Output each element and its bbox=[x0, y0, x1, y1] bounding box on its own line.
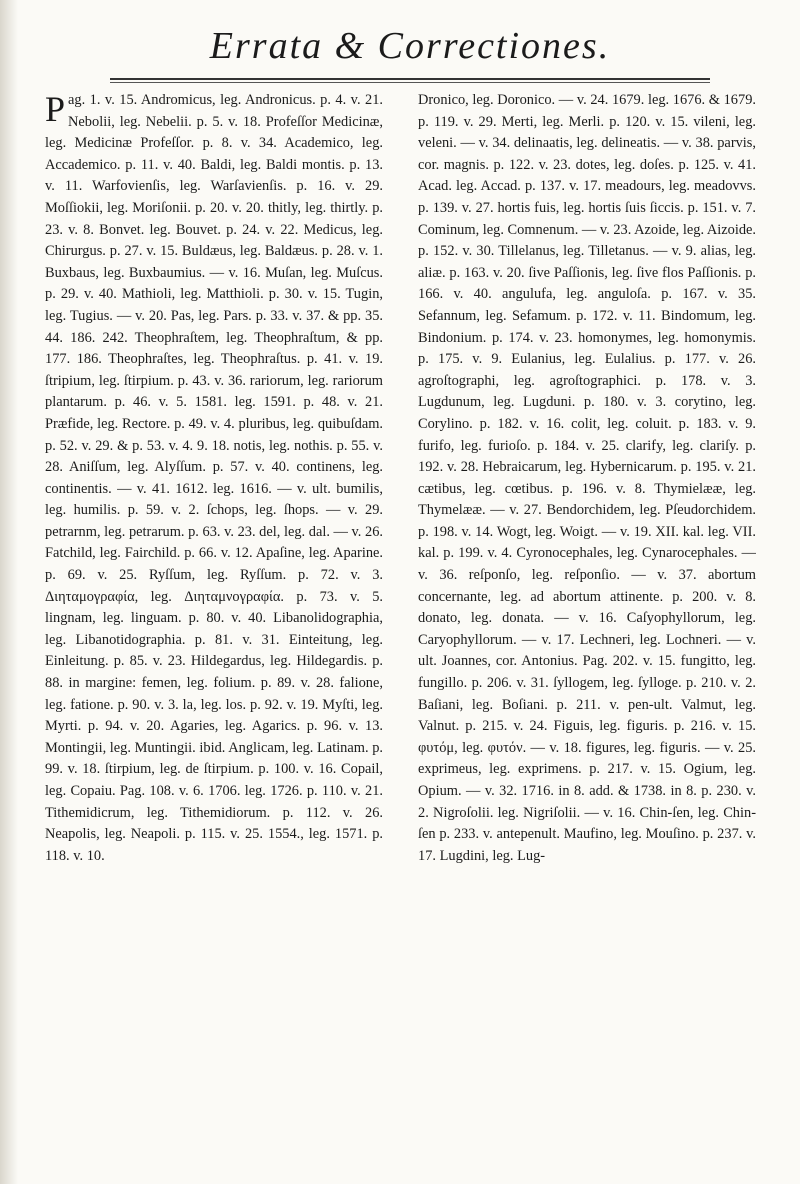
left-column-paragraph bbox=[45, 90, 383, 867]
page-spine-shadow bbox=[0, 0, 18, 1184]
header-rule-thin bbox=[110, 82, 710, 83]
header-rule bbox=[110, 78, 710, 80]
page-header bbox=[110, 16, 710, 96]
right-column bbox=[418, 90, 756, 1170]
left-column bbox=[45, 90, 383, 1170]
left-column-text: ag. 1. v. 15. Andromicus, leg. Andronicus. p. 4. v. 21. Nebolii, leg. Nebelii. p. 5. v. 18. Profeſſor Medicinæ, leg. Medicinæ Profeſſor. p. 8. v. 34. Academico, leg. Accademico. p. 11. v. 40. Baldi, leg. Baldi montis. p. 13. v. 11. Warfovienſis, leg. Warſavienſis. p. 16. v. 29. Moſſiokii, leg. Moriſonii. p. 20. v. 20. thitly, leg. thirtly. p. 23. v. 8. Bonvet. leg. Bouvet. p. 24. v. 22. Medicus, leg. Chirurgus. p. 27. v. 15. Buldæus, leg. Baldæus. p. 28. v. 1. Buxbaus, leg. Buxbaumius. — v. 16. Muſan, leg. Muſcus. p. 29. v. 40. Mathioli, leg. Matthioli. p. 30. v. 15. Tugin, leg. Tugius. — v. 20. Pas, leg. Pars. p. 33. v. 37. & pp. 35. 44. 186. 242. Theophraſtem, leg. Theophraſtum, & pp. 177. 186. Theophraſtes, leg. Theophraſtus. p. 41. v. 19. ſtripium, leg. ſtirpium. p. 43. v. 36. rariorum, leg. rariorum plantarum. p. 46. v. 5. 1581. leg. 1591. p. 48. v. 21. Præfide, leg. Rectore. p. 49. v. 4. pluribus, leg. quibuſdam. p. 52. v. 29. & p. 53. v. 4. 9. 18. notis, leg. nothis. p. 55. v. 28. Aniſſum, leg. Alyſſum. p. 57. v. 40. continens, leg. continentis. — v. 41. 1612. leg. 1616. — v. ult. bumilis, leg. humilis. p. 59. v. 2. ſchops, leg. ſhops. — v. 29. petrarnm, leg. petrarum. p. 63. v. 23. del, leg. dal. — v. 26. Fatchild, leg. Fairchild. p. 66. v. 12. Apaſine, leg. Aparine. p. 69. v. 25. Ryſſum, leg. Ryſſum. p. 72. v. 3. Διηταμογραφία, leg. Διηταμνογραφία. p. 73. v. 5. lingnam, leg. linguam. p. 80. v. 40. Libanolidographia, leg. Libanotidographia. p. 81. v. 31. Einteitung, leg. Einleitung. p. 85. v. 23. Hildegardus, leg. Hildegardis. p. 88. in margine: femen, leg. folium. p. 89. v. 28. falione, leg. fatione. p. 90. v. 3. la, leg. los. p. 92. v. 19. Myſti, leg. Myrti. p. 94. v. 20. Agaries, leg. Agarics. p. 96. v. 13. Montingii, leg. Muntingii. ibid. Anglicam, leg. Latinam. p. 99. v. 18. ſtirpium, leg. de ſtirpium. p. 100. v. 16. Copail, leg. Copaiu. Pag. 108. v. 6. 1706. leg. 1726. p. 110. v. 21. Tithemidicrum, leg. Tithemidiorum. p. 112. v. 26. Neapolis, leg. Neapoli. p. 115. v. 25. 1554., leg. 1571. p. 118. v. 10. bbox=[45, 92, 383, 864]
page-title: Errata & Correctiones. bbox=[209, 25, 611, 67]
drop-cap: P bbox=[45, 90, 66, 129]
right-column-paragraph: Dronico, leg. Doronico. — v. 24. 1679. leg. 1676. & 1679. p. 119. v. 29. Merti, leg. Merli. p. 120. v. 15. vileni, leg. veleni. — v. 34. delinaatis, leg. delineatis. — v. 38. parvis, cor. magnis. p. 122. v. 23. dotes, leg. doſes. p. 125. v. 41. Acad. leg. Accad. p. 137. v. 17. meadours, leg. meadovvs. p. 139. v. 27. hortis fuis, leg. hortis ſuis ſiccis. p. 151. v. 7. Cominum, leg. Comnenum. — v. 23. Azoide, leg. Aizoide. p. 152. v. 30. Tillelanus, leg. Tilletanus. — v. 9. alias, leg. aliæ. p. 163. v. 20. ſive Paſſionis, leg. ſive flos Paſſionis. p. 166. v. 40. angulufa, leg. anguloſa. p. 167. v. 35. Sefannum, leg. Sefamum. p. 172. v. 11. Bindomum, leg. Bindonium. p. 174. v. 23. homonymes, leg. homonymis. p. 175. v. 9. Eulanius, leg. Eulalius. p. 177. v. 26. agroſtographi, leg. agroſtographici. p. 178. v. 3. Lugdunum, leg. Lugduni. p. 180. v. 3. corytino, leg. Corylino. p. 182. v. 16. colit, leg. coluit. p. 183. v. 9. furifo, leg. furioſo. p. 184. v. 25. clarify, leg. clariſy. p. 192. v. 28. Hebraicarum, leg. Hybernicarum. p. 195. v. 21. cætibus, leg. cœtibus. p. 196. v. 8. Thymielææ, leg. Thymelææ. — v. 27. Bendorchidem, leg. Pſeudorchidem. p. 198. v. 14. Wogt, leg. Woigt. — v. 19. XII. kal. leg. VII. kal. p. 199. v. 4. Cyronocephales, leg. Cynarocephales. — v. 36. reſponſo, leg. reſponſio. — v. 37. abortum concernante, leg. ad abortum attinente. p. 200. v. 8. donato, leg. donata. — v. 16. Caſyophyllorum, leg. Caryophyllorum. — v. 17. Lechneri, leg. Lochneri. — v. ult. Joannes, cor. Antonius. Pag. 202. v. 15. fungitto, leg. fungillo. p. 206. v. 31. ſyllogem, leg. ſylloge. p. 210. v. 2. Baſiani, leg. Boſiani. p. 211. v. pen-ult. Valmut, leg. Valnut. p. 215. v. 24. Figuis, leg. figuris. p. 216. v. 15. φυτόμ, leg. φυτόν. — v. 18. figures, leg. figuris. — v. 25. exprimeus, leg. exprimens. p. 217. v. 15. Ogium, leg. Opium. — v. 32. 1716. in 8. add. & 1738. in 8. p. 230. v. 2. Nigroſolii. leg. Nigriſolii. — v. 16. Chin-ſen, leg. Chin-ſen p. 233. v. antepenult. Maufino, leg. Mouſino. p. 237. v. 17. Lugdini, leg. Lug- bbox=[418, 92, 756, 864]
